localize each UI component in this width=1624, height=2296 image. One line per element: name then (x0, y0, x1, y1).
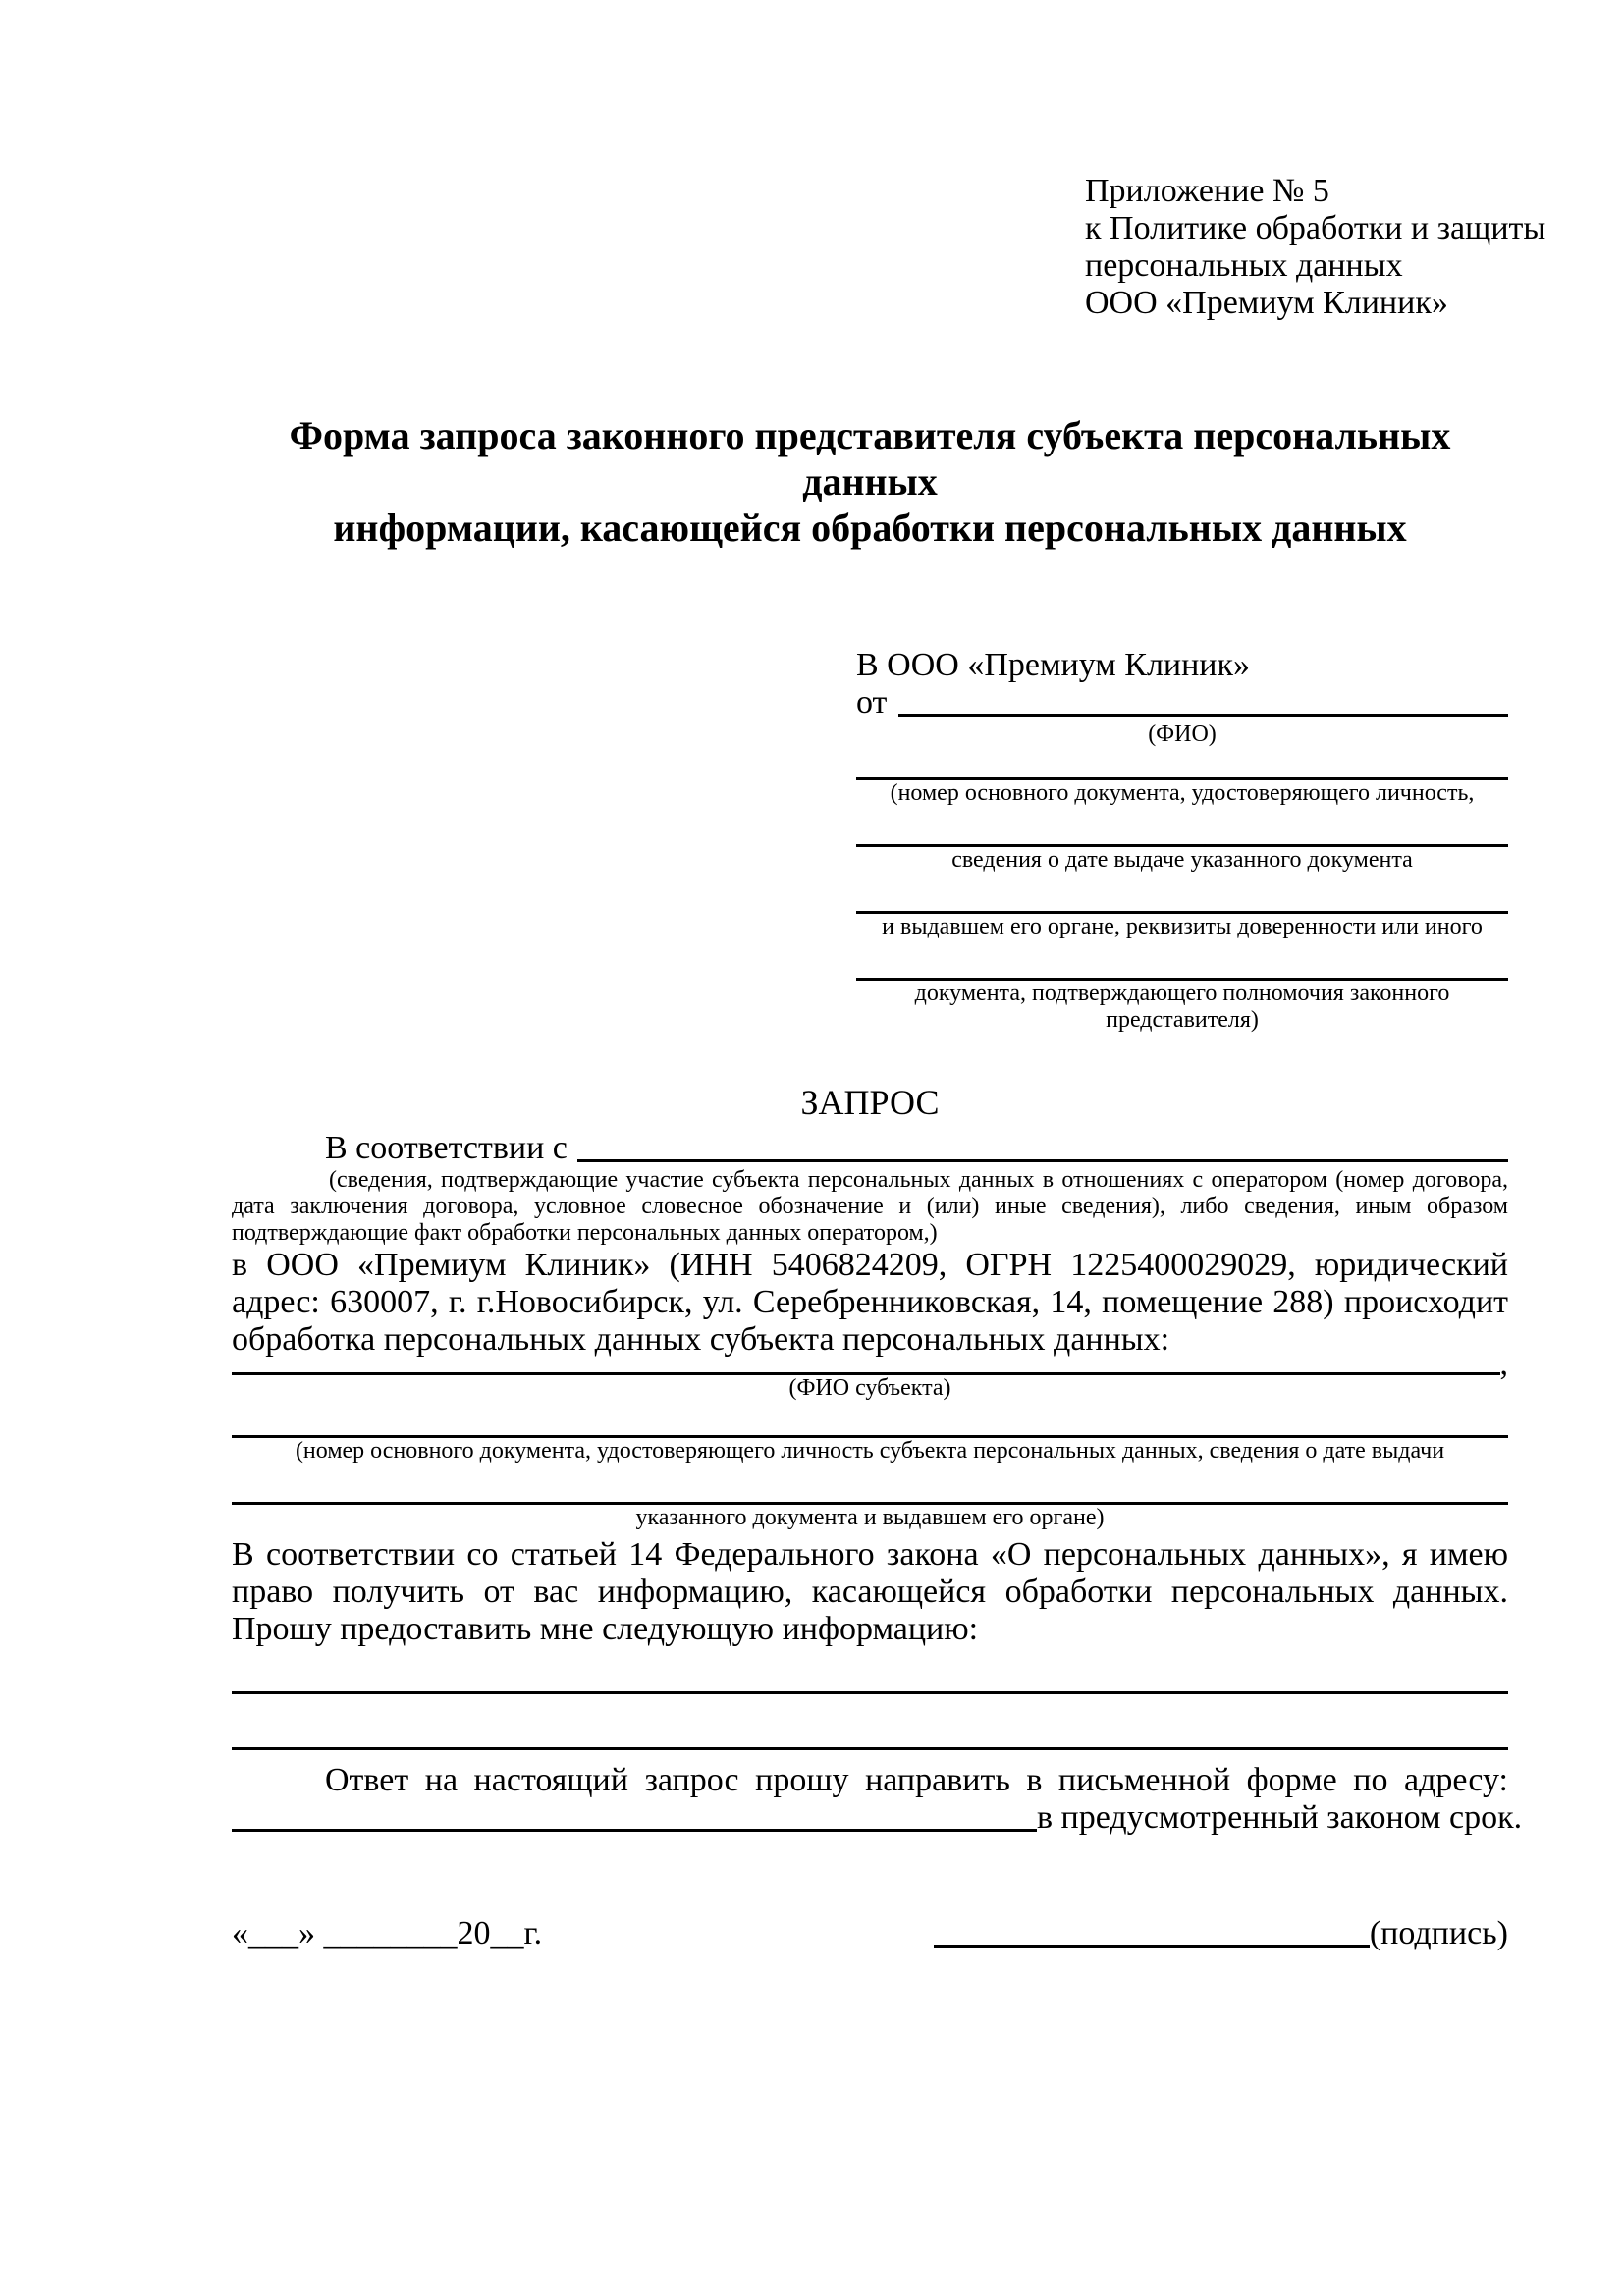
addressee-block (856, 647, 1508, 1034)
document-title-line: информации, касающейся обработки персональных данных (333, 506, 1407, 550)
fio-caption: (ФИО) (1148, 721, 1217, 747)
addressee-to: В ООО «Премиум Клиник» (856, 647, 1251, 683)
blank-field-line (232, 1747, 1508, 1750)
accordance-caption: (сведения, подтверждающие участие субъекта персональных данных в отношениях с оператором (номер договора, дата заключения договора, условное словесное обозначение и (или) иные сведения), либо сведения, иным образом подтверждающие факт обработки персональных данных оператором,) (232, 1167, 1508, 1246)
request-heading: ЗАПРОС (800, 1083, 940, 1122)
field-caption: указанного документа и выдавшем его органе) (635, 1505, 1105, 1530)
accordance-label: В соответствии с (325, 1130, 568, 1166)
appendix-header (1085, 173, 1546, 322)
field-caption: (номер основного документа, удостоверяющего личность субъекта персональных данных, сведения о дате выдачи (295, 1438, 1445, 1464)
subject-fio-row (232, 1346, 1508, 1382)
date-blank-label: «___» ________20__г. (232, 1915, 543, 1951)
from-row (856, 684, 1508, 721)
appendix-line: Приложение № 5 (1085, 173, 1329, 209)
fio-blank-line (898, 684, 1508, 717)
from-label: от (856, 684, 888, 721)
blank-field-line (232, 1691, 1508, 1694)
appendix-line: персональных данных (1085, 247, 1403, 284)
document-title-line: Форма запроса законного представителя субъекта персональных данных (289, 413, 1451, 504)
operator-paragraph: в ООО «Премиум Клиник» (ИНН 5406824209, ОГРН 1225400029029, юридический адрес: 630007, г. г.Новосибирск, ул. Серебренниковская, 14, помещение 288) происходит обработка персональных данных субъекта персональных данных: (232, 1247, 1508, 1358)
accordance-row (232, 1130, 1508, 1167)
signature-blank-line (934, 1915, 1370, 1948)
address-blank-line (232, 1799, 1037, 1832)
date-signature-row (232, 1915, 1508, 1952)
answer-address-row (232, 1799, 1523, 1837)
accordance-blank-line (577, 1130, 1508, 1162)
subject-fio-caption: (ФИО субъекта) (788, 1375, 951, 1401)
field-caption: сведения о дате выдаче указанного документа (951, 847, 1413, 873)
signature-group (934, 1915, 1508, 1952)
answer-paragraph: Ответ на настоящий запрос прошу направить в письменной форме по адресу: (325, 1762, 1508, 1798)
answer-tail: в предусмотренный законом срок. (1037, 1799, 1523, 1836)
signature-caption: (подпись) (1369, 1915, 1508, 1951)
field-caption: (номер основного документа, удостоверяющего личность, (890, 780, 1475, 806)
field-caption: документа, подтверждающего полномочия законного представителя) (914, 981, 1450, 1033)
appendix-line: к Политике обработки и защиты (1085, 210, 1546, 246)
appendix-line: ООО «Премиум Клиник» (1085, 285, 1448, 321)
field-caption: и выдавшем его органе, реквизиты доверенности или иного (882, 914, 1483, 939)
law-paragraph: В соответствии со статьей 14 Федерального закона «О персональных данных», я имею право получить от вас информацию, касающейся обработки персональных данных. Прошу предоставить мне следующую информацию: (232, 1536, 1508, 1647)
document-title (232, 412, 1508, 551)
subject-line-comma: , (1499, 1346, 1508, 1382)
